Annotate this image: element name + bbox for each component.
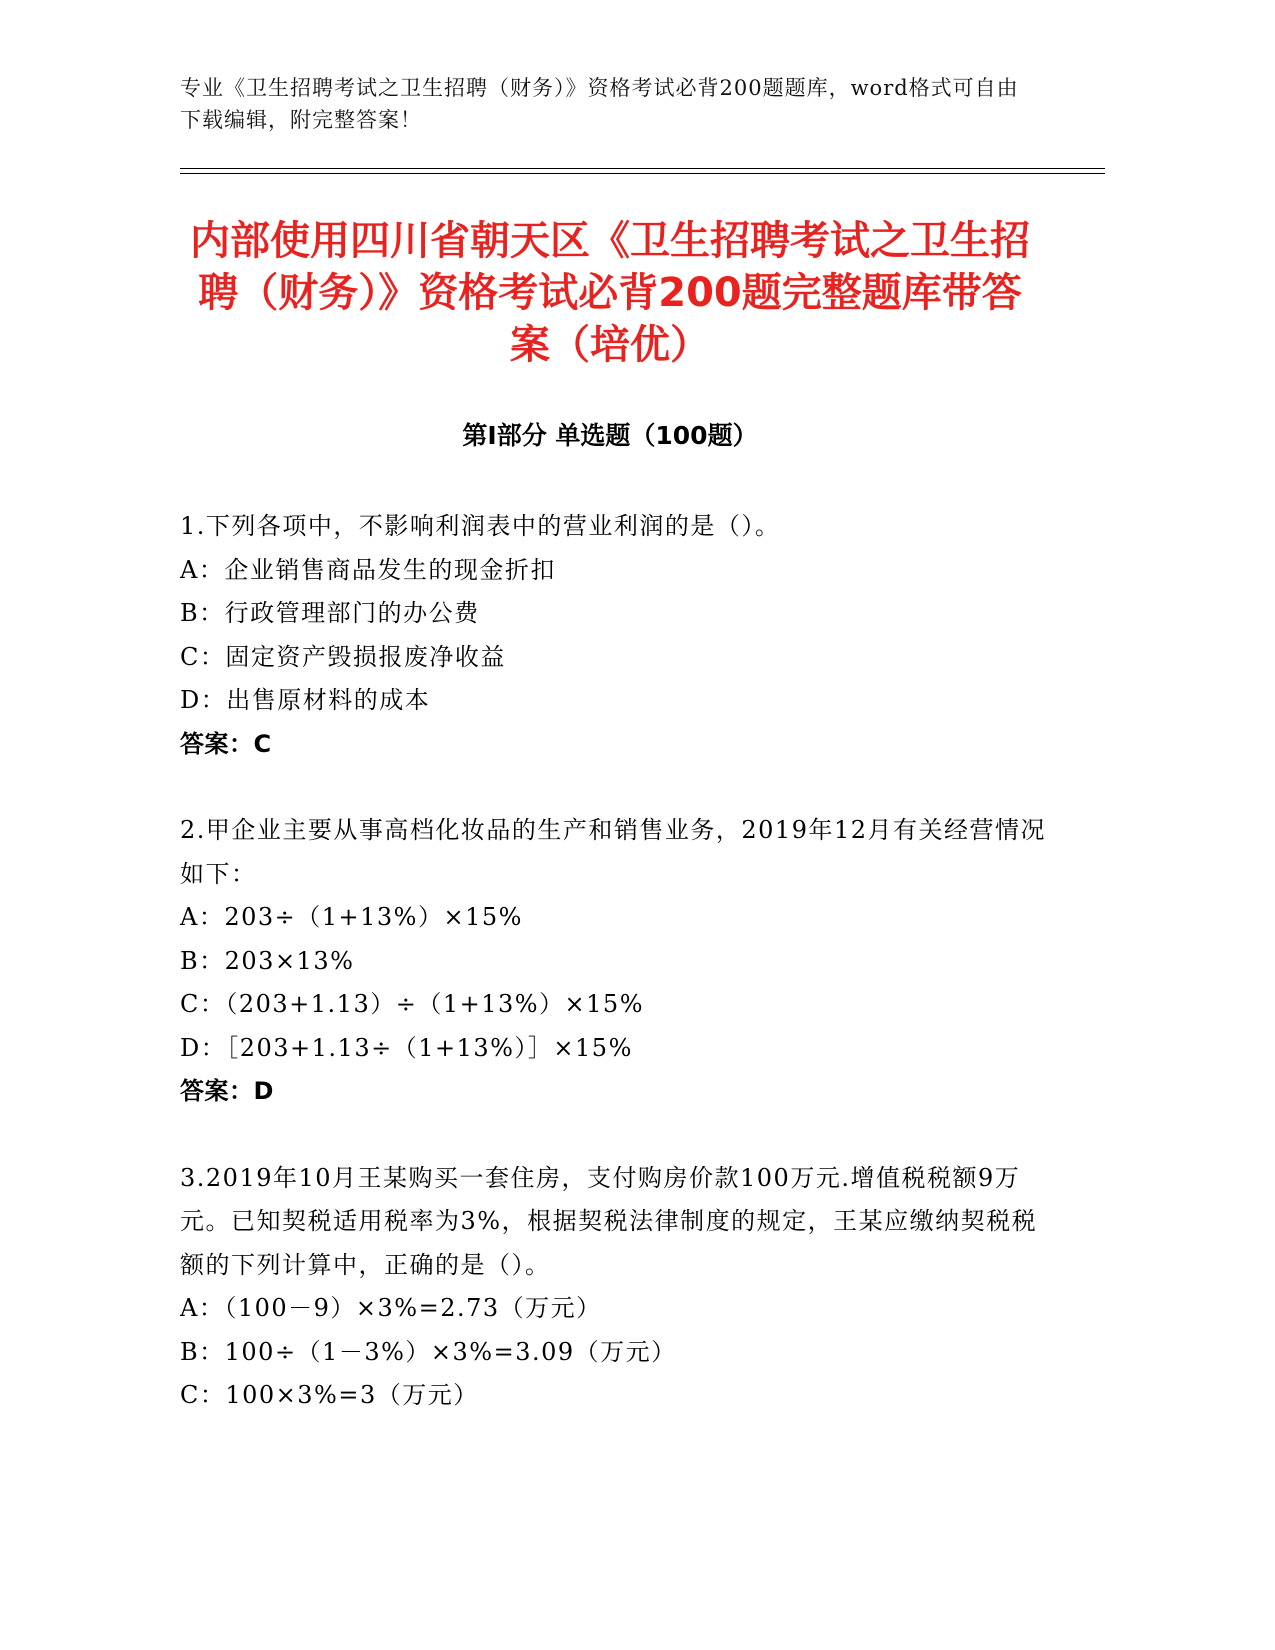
section-title: 第Ⅰ部分 单选题（100题）	[462, 421, 758, 450]
option-c: C：100×3%=3（万元）	[180, 1381, 479, 1409]
question-1	[180, 505, 1050, 766]
header-note: 专业《卫生招聘考试之卫生招聘（财务）》资格考试必背200题题库，word格式可自由下载编辑，附完整答案！	[180, 76, 1019, 132]
option-c: C：（203+1.13）÷（1+13%）×15%	[180, 990, 645, 1018]
option-c: C：固定资产毁损报废净收益	[180, 642, 506, 671]
option-a: A：203÷（1+13%）×15%	[180, 903, 523, 931]
option-d: D：出售原材料的成本	[180, 686, 431, 714]
question-stem: 3.2019年10月王某购买一套住房，支付购房价款100万元.增值税税额9万元。已知契税适用税率为3%，根据契税法律制度的规定，王某应缴纳契税税额的下列计算中，正确的是（）。	[180, 1163, 1038, 1279]
option-b: B：100÷（1－3%）×3%=3.09（万元）	[180, 1337, 677, 1366]
answer: 答案：C	[180, 729, 272, 758]
question-stem: 1.下列各项中，不影响利润表中的营业利润的是（）。	[180, 512, 781, 540]
header-rule-top	[180, 168, 1105, 169]
question-list	[180, 505, 1050, 1461]
document-title: 内部使用四川省朝天区《卫生招聘考试之卫生招聘（财务）》资格考试必背200题完整题库带答案（培优）	[190, 218, 1030, 368]
header-rule-bottom	[180, 173, 1105, 174]
question-2	[180, 809, 1050, 1114]
option-b: B：203×13%	[180, 946, 355, 975]
answer: 答案：D	[180, 1077, 274, 1105]
option-a: A：（100－9）×3%=2.73（万元）	[180, 1294, 602, 1322]
question-stem: 2.甲企业主要从事高档化妆品的生产和销售业务，2019年12月有关经营情况如下：	[180, 816, 1047, 888]
option-b: B：行政管理部门的办公费	[180, 599, 480, 627]
option-a: A：企业销售商品发生的现金折扣	[180, 555, 556, 584]
question-3	[180, 1157, 1050, 1418]
option-d: D：［203+1.13÷（1+13%）］×15%	[180, 1033, 633, 1062]
